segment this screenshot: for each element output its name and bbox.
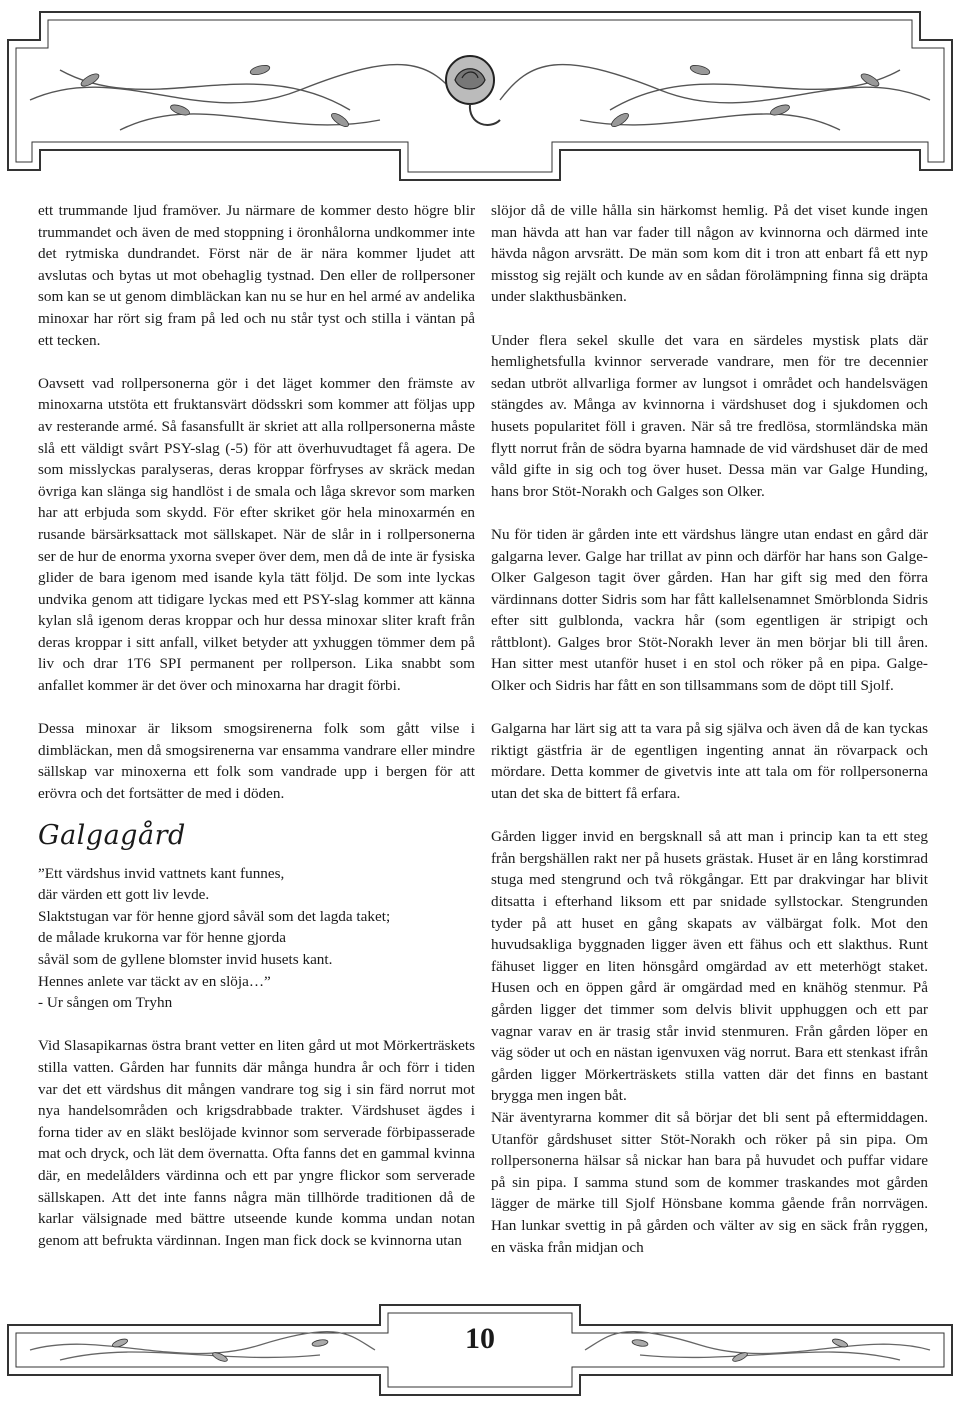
right-column bbox=[491, 200, 928, 1258]
poem-line: de målade krukorna var för henne gjorda bbox=[38, 929, 286, 947]
left-column bbox=[38, 200, 475, 1251]
paragraph: ett trummande ljud framöver. Ju närmare de kommer desto högre blir trummandet och även de med stoppning i öronhålorna undkommer inte det rytmiska dundrandet. Först när de är nära kommer ljudet att avslutas och bytas ut mot obehaglig tystnad. Den eller de rollpersoner som kan se ut genom dimbläckan kan nu se hur en hel armé av andelika minoxar har rört sig fram på led och nu står tyst och stilla i väntan på ett tecken. bbox=[38, 202, 475, 349]
poem-attribution: - Ur sången om Tryhn bbox=[38, 994, 173, 1012]
poem-line: Hennes anlete var täckt av en slöja…” bbox=[38, 972, 271, 990]
poem-line: Slaktstugan var för henne gjord såväl som det lagda taket; bbox=[38, 907, 391, 925]
poem-line: ”Ett värdshus invid vattnets kant funnes, bbox=[38, 864, 285, 882]
poem-line: såväl som de gyllene blomster invid husets kant. bbox=[38, 951, 333, 968]
paragraph: När äventyrarna kommer dit så börjar det bli sent på eftermiddagen. Utanför gårdshuset sitter Stöt-Norakh och röker på sin pipa. Om rollpersonerna hälsar så nickar han bara på huvudet och puffar vidare på sin pipa. I samma stund som de kommer traskandes mot gården lägger de märke till Sjolf Hönsbane komma gående från norrvägen. Han lunkar svettig in på gården och välter av sig en säck från ryggen, en väska från midjan och bbox=[491, 1108, 928, 1256]
paragraph: slöjor då de ville hålla sin härkomst hemlig. På det viset kunde ingen man hävda att han var fader till någon av kvinnorna och därmed inte hävda någon arvsrätt. De män som kom dit i tron att enbart få ett nyp misstog sig rejält och kunde av en sådan förolämpning finna sig dräpta under slakthusbänken. bbox=[491, 202, 928, 306]
top-frame-ornament bbox=[0, 0, 960, 195]
paragraph: Galgarna har lärt sig att ta vara på sig själva och även då de kan tyckas riktigt gästfria är de egentligen ingenting annat än rövarpack och mördare. Detta kommer de givetvis inte att tala om för rollpersonerna utan det ska de bittert få erfara. bbox=[491, 720, 928, 803]
paragraph: Oavsett vad rollpersonerna gör i det läget kommer den främste av minoxarna utstöta ett fruktansvärt dödsskri som kommer att följas upp av resterande armé. Så fasansfullt är skriet att alla rollpersonerna måste slå ett väldigt svårt PSY-slag (-5) för att överhuvudtaget få agera. De som misslyckas paralyseras, deras kroppar förfryses av skräck medan övriga kan slänga sig handlöst i de smala och låga skrevor som marken har att erbjuda som skydd. För efter skriket gör hela minoxarmén en rusande bärsärksattack mot sällskapet. När de slår in i rollpersonerna ser de hur de enorma yxorna sveper över dem, men då de inte är fysiska glider de bara igenom med isande kyla tätt följd. De som inte lyckas undvika genom att tidigare lyckas med ett PSY-slag kommer att känna kylan slå igenom deras kroppar och hur dessa minoxar sliter kraft från deras kroppar i sitt anfall, vilket betyder att yxhuggen tömmer dem på liv och drar 1T6 SPI permanent per rollperson. Lika snabbt som anfallet kommer är det över och minoxarna har dragit förbi. bbox=[38, 374, 475, 695]
section-heading: Galgagård bbox=[38, 819, 186, 851]
page-number: 10 bbox=[465, 1322, 495, 1355]
rose-icon bbox=[446, 56, 500, 125]
paragraph: Dessa minoxar är liksom smogsirenerna folk som gått vilse i dimbläckan, men då smogsirenerna var ensamma vandrare eller mindre sällskap var minoxerna ett folk som vandrade upp i bergen för att erövra och det fortsätter de med i döden. bbox=[38, 720, 475, 803]
poem-quote bbox=[38, 863, 475, 1014]
poem-line: där värden ett gott liv levde. bbox=[38, 886, 210, 904]
paragraph: Gården ligger invid en bergsknall så att man i princip kan ta ett steg från bergshällen rakt ner på husets grästak. Huset är en lång korstimrad stuga med stengrund och två rökgångar. Ett par drakvingar har blivit ditsatta i efterhand liksom ett par snidade syllstockar. Stengrunden tyder på att huset en gång skapats av välbärgat folk. Mot den huvudsakliga byggnaden ligger även ett fähus och ett slakthus. Runt fähuset ligger en liten hönsgård omgärdad av ett meterhögt staket. Husen och en öppen gård är omgärdad med en knähög stenmur. På gården ligger det timmer som delvis blivit upphuggen och ett par vagnar varav en är trasig står invid stenmuren. Från gården löper en väg söder ut och en nästan igenvuxen väg norrut. Bara ett stenkast ifrån gården ligger Mörkerträskets stilla vatten där det finns en bastant brygga men ingen båt. bbox=[491, 828, 928, 1105]
paragraph: Nu för tiden är gården inte ett värdshus längre utan endast en gård där galgarna lever. Galge har trillat av pinn och därför har hans son Galge-Olker Galgeson tagit över gården. Han har gift sig med den förra värdinnans dotter Sidris som har fått kallelsenamnet Smörblonda Sidris efter sitt gulblonda, vackra hår (som egentligen är stripigt och råttblont). Galges bror Stöt-Norakh lever än men börjar bli till åren. Han sitter mest utanför huset i en stol och röker på en pipa. Galge-Olker och Sidris har fått en son tillsammans som de döpt till Sjolf. bbox=[491, 525, 928, 695]
paragraph: Under flera sekel skulle det vara en särdeles mystisk plats där hemlighetsfulla kvinnor serverade vandrare, men för tre decennier sedan utbröt allvarliga former av lungsot i området och handelsvägen stängdes av. Många av kvinnorna i värdshuset dog i sjukdomen och husets popularitet föll i graven. När så tre fredlösa, stormländska män flytt norrut från de södra byarna hamnade de vid värdshuset där de med våld gifte in sig och tog över huset. Dessa män var Galge Hunding, hans bror Stöt-Norakh och Galges son Olker. bbox=[491, 331, 928, 500]
paragraph: Vid Slasapikarnas östra brant vetter en liten gård ut mot Mörkerträskets stilla vatten. Gården har funnits där många hundra år och förr i tiden var det ett värdshus dit mången vandrare tog sig i sin färd norrut mot nya handelsområden och krigsdrabbade trakter. Värdshuset ägdes i forna tider av en släkt beslöjade kvinnor som serverade förbipasserade mat och dryck, och lät dem övernatta. Ofta fanns det en gammal kvinna där, en medelålders värdinna och ett par yngre flickor som serverade sällskapen. Att det inte fanns några män tillhörde traditionen då de karlar välsignade med bättre utseende kunde komma undan notan genom att befrukta värdinnan. Ingen man fick dock se kvinnorna utan bbox=[38, 1037, 475, 1249]
